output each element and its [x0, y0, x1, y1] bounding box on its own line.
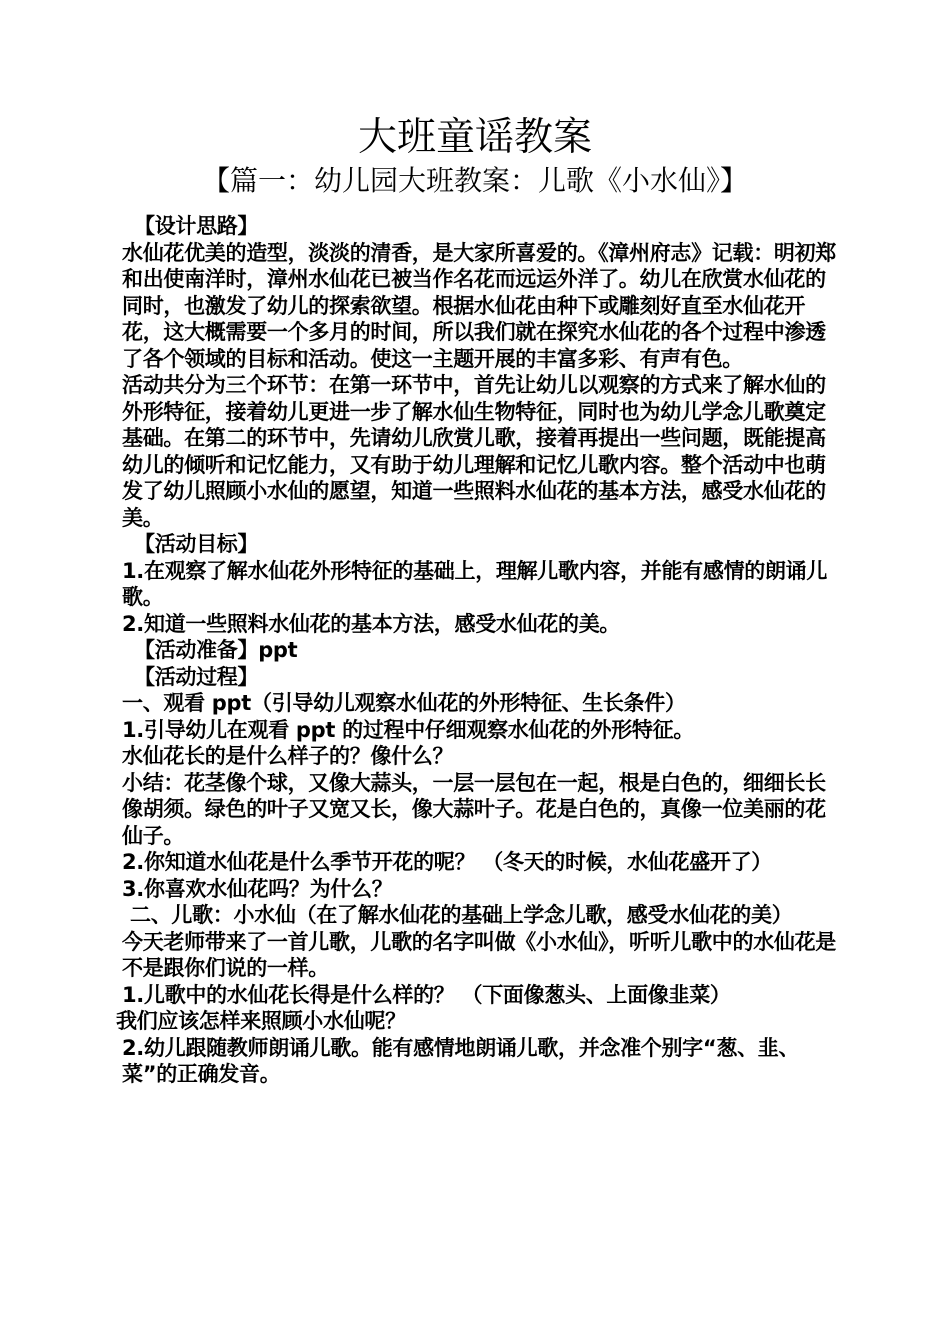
- process-summary: 小结：花茎像个球，又像大蒜头，一层一层包在一起，根是白色的，细细长长像胡须。绿色的叶子又宽又长，像大蒜叶子。花是白色的，真像一位美丽的花仙子。: [122, 770, 826, 848]
- process-step-1-item-3: 3.你喜欢水仙花吗？为什么？: [122, 876, 393, 901]
- process-step-1-item-1: 1.引导幼儿在观看 ppt 的过程中仔细观察水仙花的外形特征。: [122, 717, 695, 742]
- paragraph-design-intro: 水仙花优美的造型，淡淡的清香，是大家所喜爱的。《漳州府志》记载：明初郑和出使南洋时，漳州水仙花已被当作名花而远运外洋了。幼儿在欣赏水仙花的同时，也激发了幼儿的探索欲望。根据水仙花由种下或雕刻好直至水仙花开花，这大概需要一个多月的时间，所以我们就在探究水仙花的各个过程中渗透了各个领域的目标和活动。使这一主题开展的丰富多彩、有声有色。: [122, 240, 836, 371]
- process-step-1-heading: 一、观看 ppt（引导幼儿观察水仙花的外形特征、生长条件）: [122, 691, 686, 715]
- goal-item-1: 1.在观察了解水仙花外形特征的基础上，理解儿歌内容，并能有感情的朗诵儿歌。: [122, 558, 828, 609]
- section-heading-design: 【设计思路】: [134, 214, 259, 238]
- paragraph-design-structure: 活动共分为三个环节：在第一环节中，首先让幼儿以观察的方式来了解水仙的外形特征，接着幼儿更进一步了解水仙生物特征，同时也为幼儿学念儿歌奠定基础。在第二的环节中，先请幼儿欣赏儿歌，接着再提出一些问题，既能提高幼儿的倾听和记忆能力，又有助于幼儿理解和记忆儿歌内容。整个活动中也萌发了幼儿照顾小水仙的愿望，知道一些照料水仙花的基本方法，感受水仙花的美。: [122, 373, 826, 530]
- process-step-2-intro: 今天老师带来了一首儿歌，儿歌的名字叫做《小水仙》，听听儿歌中的水仙花是不是跟你们说的一样。: [122, 929, 836, 980]
- process-step-2-item-2: 2.幼儿跟随教师朗诵儿歌。能有感情地朗诵儿歌，并念准个别字“葱、韭、菜”的正确发音。: [122, 1035, 800, 1086]
- process-step-2-item-1: 1.儿歌中的水仙花长得是什么样的？ （下面像葱头、上面像韭菜）: [122, 982, 731, 1007]
- goal-item-2: 2.知道一些照料水仙花的基本方法，感受水仙花的美。: [122, 611, 621, 636]
- document-title: 大班童谣教案: [357, 115, 592, 160]
- document-body: [116, 213, 844, 1088]
- process-question: 水仙花长的是什么样子的？像什么？: [122, 744, 454, 768]
- document-subtitle: 【篇一：幼儿园大班教案：儿歌《小水仙》】: [201, 164, 748, 197]
- process-step-1-item-2: 2.你知道水仙花是什么季节开花的呢？ （冬天的时候，水仙花盛开了）: [122, 850, 772, 874]
- process-step-2-heading: 二、儿歌：小水仙（在了解水仙花的基础上学念儿歌，感受水仙花的美）: [130, 903, 793, 927]
- section-heading-goals: 【活动目标】: [134, 532, 259, 556]
- process-step-2-question: 我们应该怎样来照顾小水仙呢？: [116, 1009, 406, 1033]
- section-heading-preparation: 【活动准备】ppt: [134, 638, 298, 662]
- section-heading-process: 【活动过程】: [134, 664, 259, 689]
